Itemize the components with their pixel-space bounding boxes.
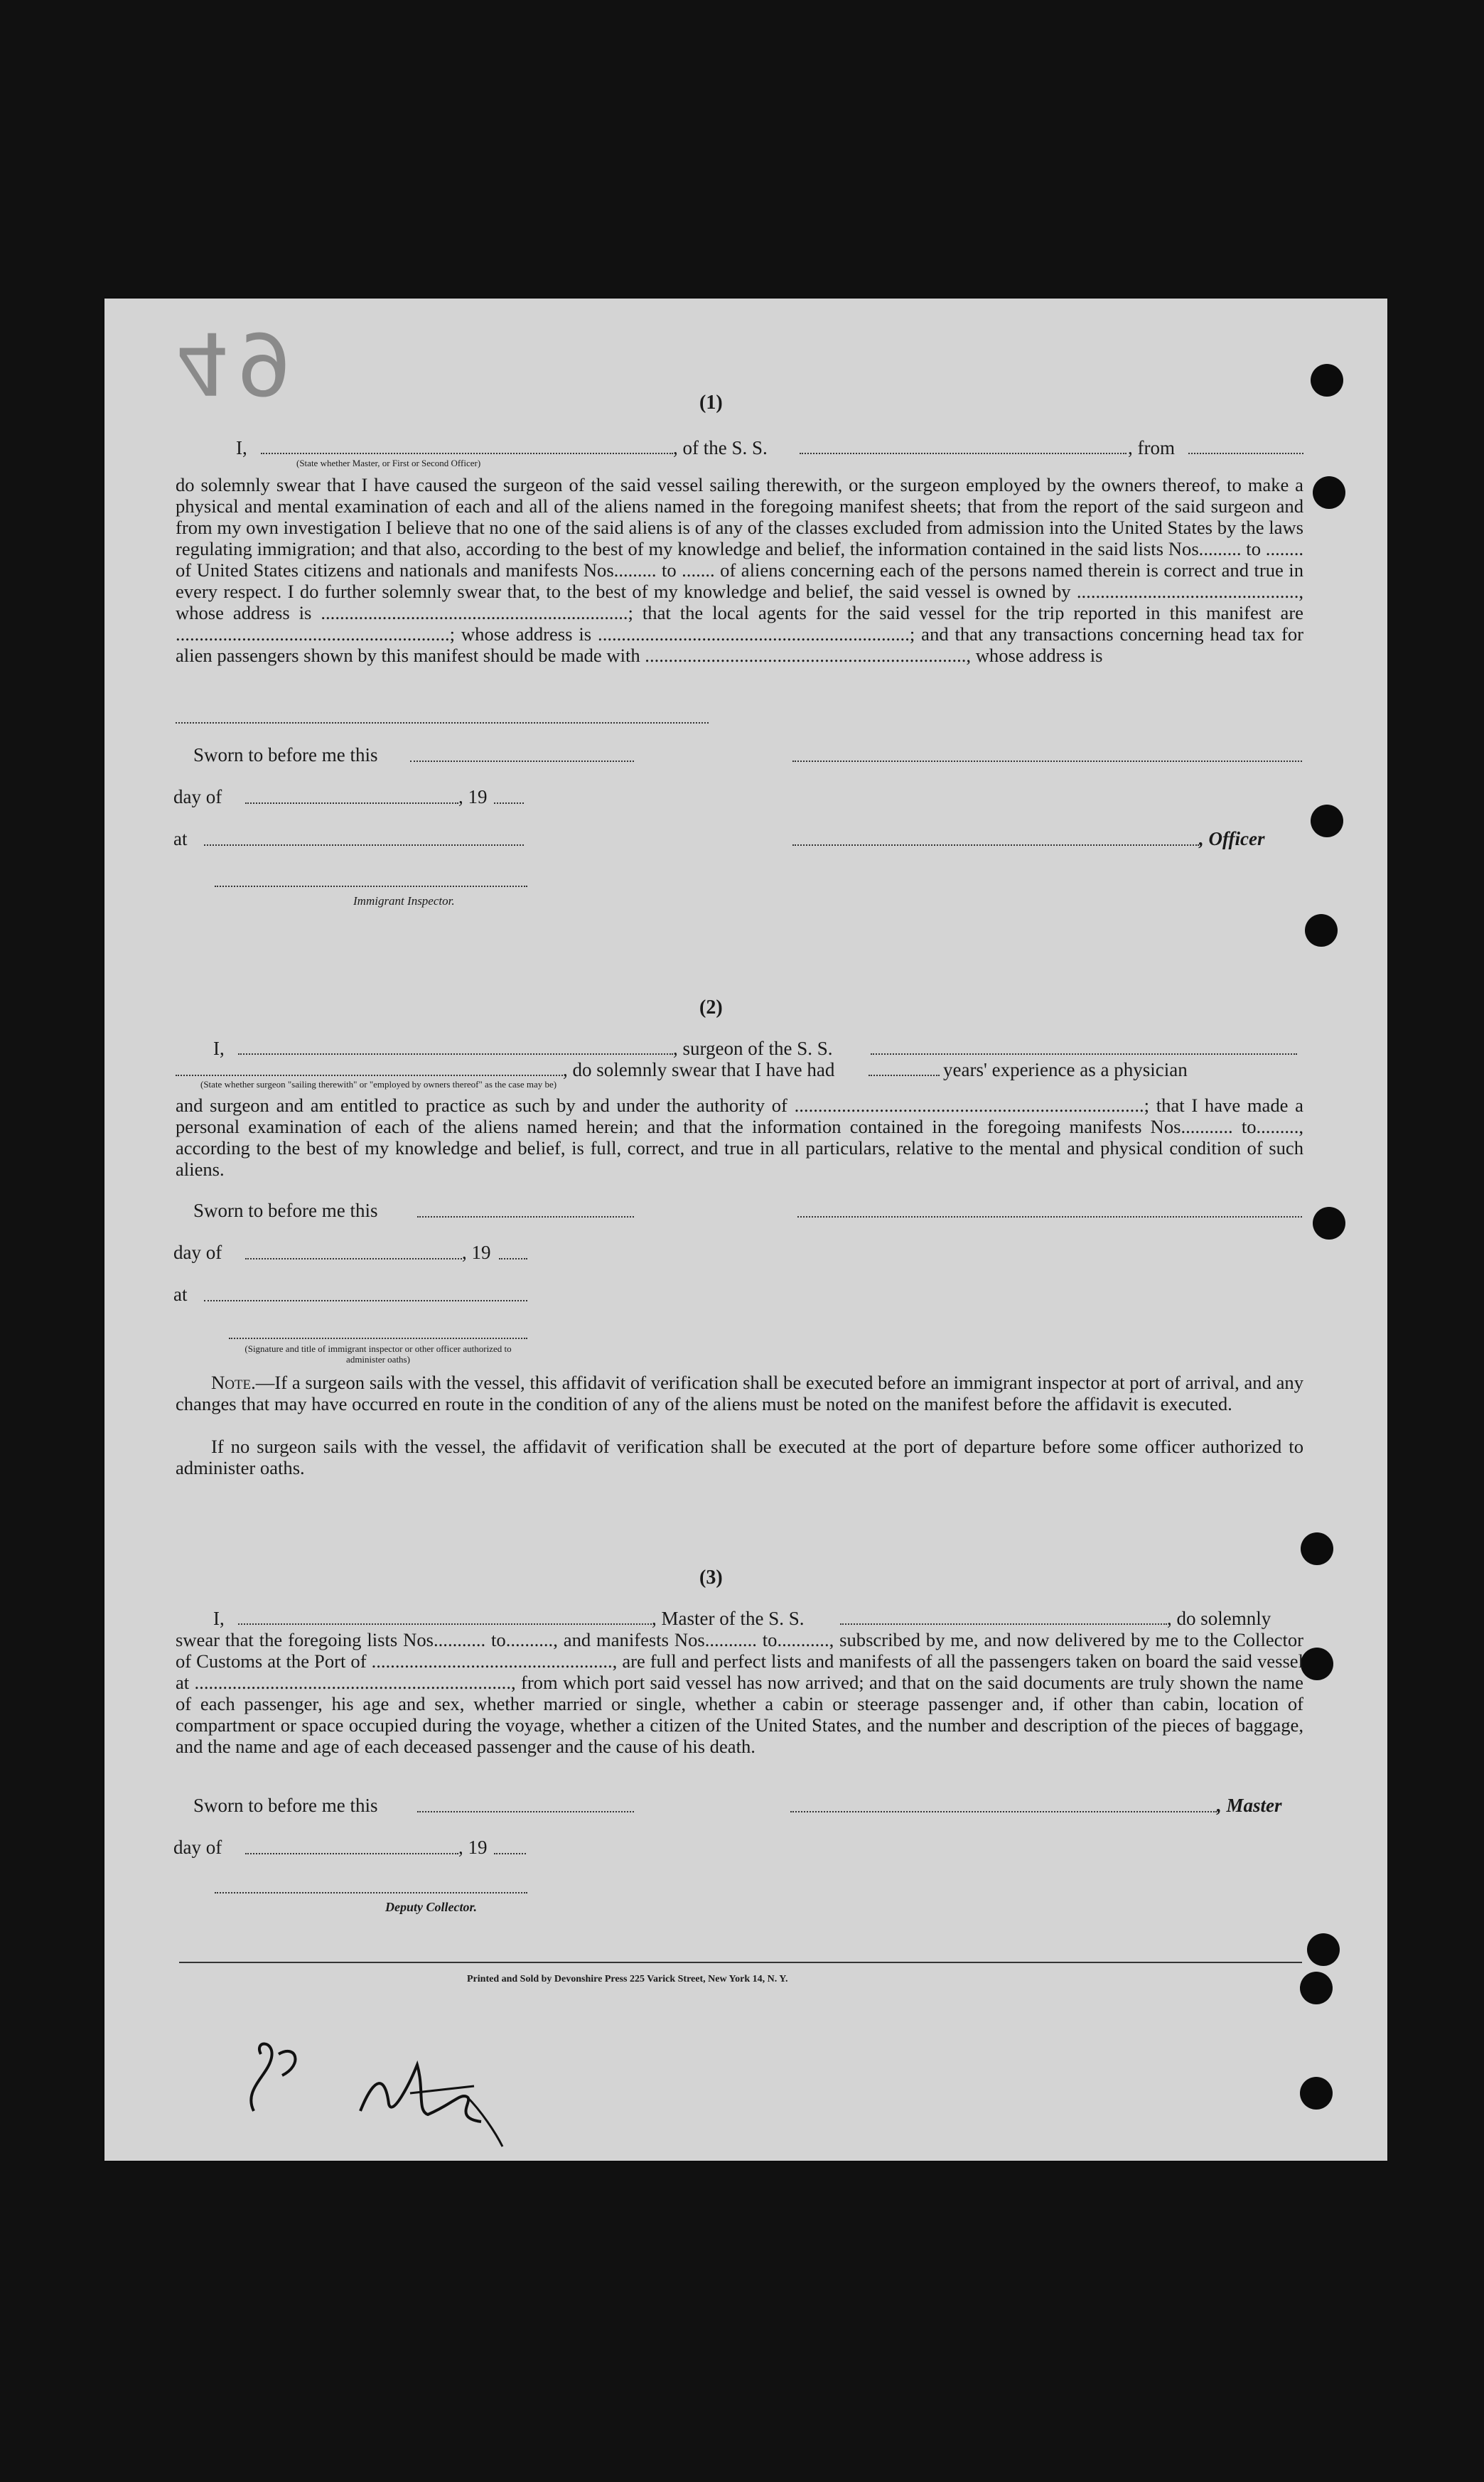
section-2-swear: , do solemnly swear that I have had bbox=[563, 1059, 835, 1080]
year-line bbox=[494, 802, 524, 804]
section-2-heading: (2) bbox=[699, 996, 723, 1019]
surgeon-type-line bbox=[176, 1075, 563, 1076]
note-text-1: —If a surgeon sails with the vessel, this affidavit of verification shall be executed before an immigrant inspector at port of arrival, and any changes that may have occurred en route in the condition of any of the aliens must be noted on the manifest before the affidavit is executed. bbox=[176, 1372, 1303, 1414]
authorized-note: (Signature and title of immigrant inspector or other officer authorized to administer oaths) bbox=[244, 1343, 512, 1365]
year-line-3 bbox=[494, 1853, 526, 1854]
section-3-year: , 19 bbox=[458, 1837, 488, 1858]
surgeon-signature-line bbox=[797, 1216, 1302, 1218]
form-page bbox=[104, 299, 1387, 2161]
at-line bbox=[204, 844, 524, 846]
day-line-3 bbox=[245, 1853, 458, 1854]
surgeon-note-paragraph bbox=[176, 1372, 1303, 1414]
officer-label: , Officer bbox=[1199, 828, 1265, 849]
note-label: Note. bbox=[211, 1372, 256, 1393]
section-2-surgeon-of: , surgeon of the S. S. bbox=[673, 1038, 833, 1059]
section-3-i: I, bbox=[213, 1608, 225, 1629]
vessel-name-line bbox=[800, 453, 1127, 454]
punch-hole bbox=[1301, 1648, 1333, 1680]
section-2-year: , 19 bbox=[462, 1242, 491, 1263]
section-3-body: swear that the foregoing lists Nos........... to.........., and manifests Nos........... to..........., subscribed by me, and now delivered by me to the Collector of Customs at the Port of ..................................................., are full and perfect lists and manifests of all the passengers taken on board the said vessel at ..................................................................., from which port said vessel has now arrived; and that on the said documents are truly shown the name of each passenger, his age and sex, whether married or single, whether a cabin or steerage passenger and, if other than cabin, location of compartment or space occupied during the voyage, whether a citizen of the United States, and the number and description of the pieces of baggage, and the name and age of each deceased passenger and the cause of his death. bbox=[176, 1629, 1303, 1757]
inspector-signature-line bbox=[215, 886, 527, 887]
printer-footer: Printed and Sold by Devonshire Press 225 Varick Street, New York 14, N. Y. bbox=[467, 1974, 788, 1984]
section-1-year: , 19 bbox=[458, 786, 488, 807]
punch-hole bbox=[1307, 1933, 1340, 1966]
section-1-from: , from bbox=[1128, 437, 1175, 458]
section-1-i: I, bbox=[236, 437, 247, 458]
section-2-body: and surgeon and am entitled to practice as such by and under the authority of ..........................................................................; that I have made a personal examination of each of the aliens named herein; and that the information contained in the foregoing manifests Nos........... to........., according to the best of my knowledge and belief, is full, correct, and true in all particulars, relative to the mental and physical condition of such aliens. bbox=[176, 1095, 1303, 1180]
master-name-line-3 bbox=[238, 1623, 652, 1625]
section-1-day-of: day of bbox=[173, 786, 222, 807]
from-port-line bbox=[1188, 453, 1303, 454]
collector-label: Deputy Collector. bbox=[385, 1900, 477, 1914]
year-line-2 bbox=[499, 1258, 527, 1259]
surgeon-note: (State whether surgeon "sailing therewith" or "employed by owners thereof" as the case may be) bbox=[200, 1079, 557, 1090]
collector-signature-line bbox=[215, 1892, 527, 1893]
section-2-sworn: Sworn to before me this bbox=[193, 1200, 378, 1221]
inspector-label: Immigrant Inspector. bbox=[353, 894, 455, 908]
years-line bbox=[869, 1075, 940, 1076]
punch-hole bbox=[1311, 364, 1343, 397]
section-1-of-ss: , of the S. S. bbox=[673, 437, 768, 458]
punch-hole bbox=[1300, 1972, 1333, 2004]
punch-hole bbox=[1301, 1532, 1333, 1565]
note-text-2: If no surgeon sails with the vessel, the affidavit of verification shall be executed at the port of departure before some officer authorized to administer oaths. bbox=[176, 1436, 1303, 1478]
master-name-line bbox=[261, 453, 673, 454]
section-2-day-of: day of bbox=[173, 1242, 222, 1263]
vessel-line-3 bbox=[840, 1623, 1167, 1625]
sworn-date-line bbox=[410, 761, 634, 762]
section-3-master-of: , Master of the S. S. bbox=[652, 1608, 805, 1629]
section-2-at: at bbox=[173, 1284, 188, 1305]
master-note: (State whether Master, or First or Second Officer) bbox=[296, 458, 481, 468]
punch-hole bbox=[1313, 1207, 1345, 1240]
master-label: , Master bbox=[1217, 1795, 1282, 1816]
section-2-years: years' experience as a physician bbox=[943, 1059, 1188, 1080]
sworn-date-line-3 bbox=[417, 1811, 634, 1812]
section-3-sworn: Sworn to before me this bbox=[193, 1795, 378, 1816]
section-1-body: do solemnly swear that I have caused the surgeon of the said vessel sailing therewith, or the surgeon employed by the owners thereof, to make a physical and mental examination of each and all of the aliens named in the foregoing manifest sheets; that from the report of the said surgeon and from my own investigation I believe that no one of the said aliens is of any of the classes excluded from admission into the United States by the laws regulating immigration; and that also, according to the best of my knowledge and belief, the information contained in the said lists Nos......... to ........ of United States citizens and nationals and manifests Nos......... to ....... of aliens concerning each of the persons named therein is correct and true in every respect. I do further solemnly swear that, to the best of my knowledge and belief, the said vessel is owned by ..............................................., whose address is .................................................................; that the local agents for the said vessel for the trip reported in this manifest are ..........................................................; whose address is ..................................................................; and that any transactions concerning head tax for alien passengers shown by this manifest should be made with ...................................................................., whose address is bbox=[176, 474, 1303, 666]
authorized-signature-line bbox=[229, 1338, 527, 1339]
at-line-2 bbox=[204, 1300, 527, 1301]
officer-signature-line bbox=[792, 761, 1302, 762]
section-1-at: at bbox=[173, 828, 188, 849]
punch-hole bbox=[1300, 2077, 1333, 2110]
day-line-2 bbox=[245, 1258, 462, 1259]
section-3-day-of: day of bbox=[173, 1837, 222, 1858]
section-1-sworn: Sworn to before me this bbox=[193, 744, 378, 765]
vessel-line-2 bbox=[871, 1053, 1297, 1055]
day-line bbox=[245, 802, 458, 804]
master-signature-line bbox=[790, 1811, 1217, 1812]
section-3-heading: (3) bbox=[699, 1567, 723, 1589]
handwritten-signature bbox=[240, 2026, 538, 2168]
section-1-heading: (1) bbox=[699, 392, 723, 414]
section-2-i: I, bbox=[213, 1038, 225, 1059]
section-3-swear: , do solemnly bbox=[1167, 1608, 1271, 1629]
officer-line bbox=[792, 844, 1199, 846]
punch-hole bbox=[1311, 805, 1343, 837]
sworn-date-line-2 bbox=[417, 1216, 634, 1218]
address-line bbox=[176, 722, 709, 724]
punch-hole bbox=[1305, 914, 1338, 947]
surgeon-name-line bbox=[238, 1053, 673, 1055]
footer-rule bbox=[179, 1962, 1302, 1963]
punch-hole bbox=[1313, 476, 1345, 509]
page-number: 49 bbox=[176, 313, 299, 412]
